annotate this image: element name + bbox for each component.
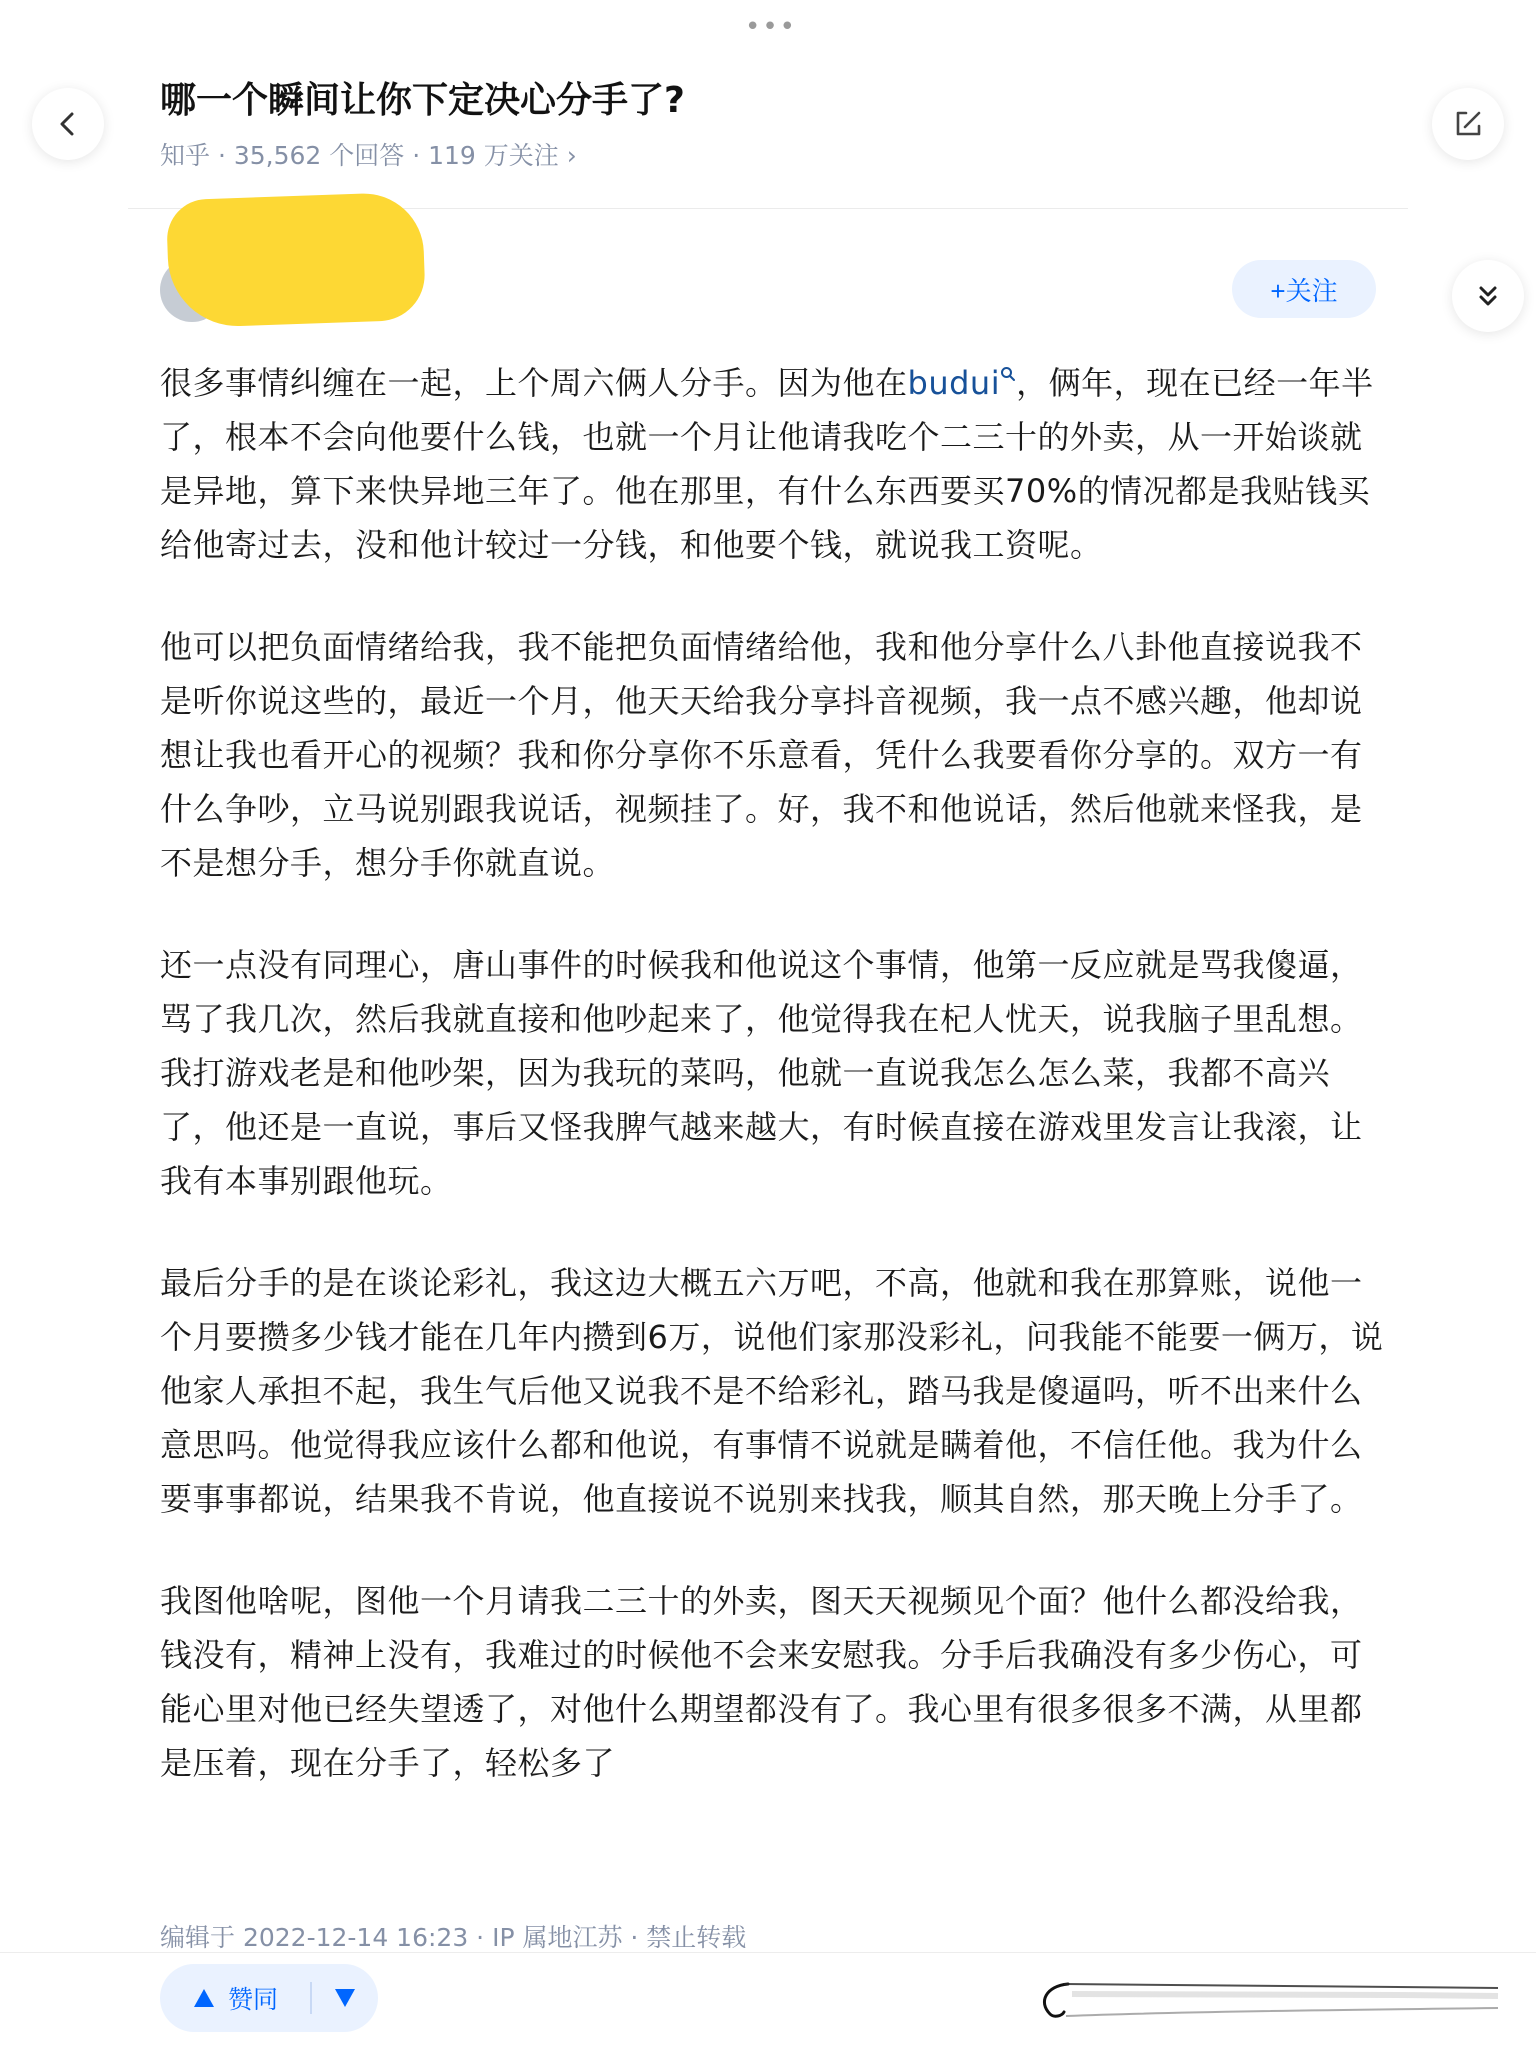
search-icon (1000, 366, 1016, 382)
question-meta[interactable]: 知乎 · 35,562 个回答 · 119 万关注 › (160, 141, 577, 170)
back-button[interactable] (32, 88, 104, 160)
answer-body (160, 356, 1384, 1838)
answer-paragraph: 还一点没有同理心，唐山事件的时候我和他说这个事情，他第一反应就是骂我傻逼，骂了我几次，然后我就直接和他吵起来了，他觉得我在杞人忧天，说我脑子里乱想。我打游戏老是和他吵架，因为我玩的菜吗，他就一直说我怎么怎么菜，我都不高兴了，他还是一直说，事后又怪我脾气越来越大，有时候直接在游戏里发言让我滚，让我有本事别跟他玩。 (160, 946, 1363, 1200)
edit-share-icon (1452, 108, 1484, 140)
more-dots-icon[interactable]: ••• (745, 12, 798, 42)
downvote-button[interactable] (312, 1987, 378, 2009)
edit-timestamp: 编辑于 2022-12-14 16:23 · IP 属地江苏 · 禁止转载 (160, 1923, 747, 1952)
scribble-mark (1028, 1972, 1508, 2032)
vote-group (160, 1964, 378, 2032)
question-title[interactable]: 哪一个瞬间让你下定决心分手了? (160, 80, 685, 121)
upvote-arrow-icon (192, 1987, 216, 2009)
downvote-arrow-icon (333, 1987, 357, 2009)
keyword-label: budui (907, 364, 1001, 402)
bottom-bar-divider (0, 1952, 1536, 1953)
answer-paragraph: 最后分手的是在谈论彩礼，我这边大概五六万吧，不高，他就和我在那算账，说他一个月要攒多少钱才能在几年内攒到6万，说他们家那没彩礼，问我能不能要一俩万，说他家人承担不起，我生气后他又说我不是不给彩礼，踏马我是傻逼吗，听不出来什么意思吗。他觉得我应该什么都和他说，有事情不说就是瞒着他，不信任他。我为什么要事事都说，结果我不肯说，他直接说不说别来找我，顺其自然，那天晚上分手了。 (160, 1264, 1384, 1518)
upvote-button[interactable] (160, 1980, 310, 2016)
upvote-label: 赞同 (228, 1985, 279, 2014)
collapse-button[interactable] (1452, 260, 1524, 332)
edit-share-button[interactable] (1432, 88, 1504, 160)
answer-paragraph: 我图他啥呢，图他一个月请我二三十的外卖，图天天视频见个面？他什么都没给我，钱没有，精神上没有，我难过的时候他不会来安慰我。分手后我确没有多少伤心，可能心里对他已经失望透了，对他什么期望都没有了。我心里有很多很多不满，从里都是压着，现在分手了，轻松多了 (160, 1582, 1363, 1782)
answer-paragraph: 他可以把负面情绪给我，我不能把负面情绪给他，我和他分享什么八卦他直接说我不是听你说这些的，最近一个月，他天天给我分享抖音视频，我一点不感兴趣，他却说想让我也看开心的视频？我和你分享你不乐意看，凭什么我要看你分享的。双方一有什么争吵，立马说别跟我说话，视频挂了。好，我不和他说话，然后他就来怪我，是不是想分手，想分手你就直说。 (160, 628, 1363, 882)
search-keyword-link[interactable] (908, 364, 1017, 402)
redaction-mark (166, 192, 426, 329)
follow-button[interactable]: +关注 (1232, 260, 1376, 318)
answer-text: 很多事情纠缠在一起，上个周六俩人分手。因为他在 (160, 364, 908, 402)
double-chevron-down-icon (1473, 281, 1503, 311)
answer-paragraph (160, 356, 1384, 572)
chevron-left-icon (53, 109, 83, 139)
answer-text: ，俩年，现在已经一年半了，根本不会向他要什么钱，也就一个月让他请我吃个二三十的外卖，从一开始谈就是异地，算下来快异地三年了。他在那里，有什么东西要买70%的情况都是我贴钱买给他寄过去，没和他计较过一分钱，和他要个钱，就说我工资呢。 (160, 364, 1374, 564)
